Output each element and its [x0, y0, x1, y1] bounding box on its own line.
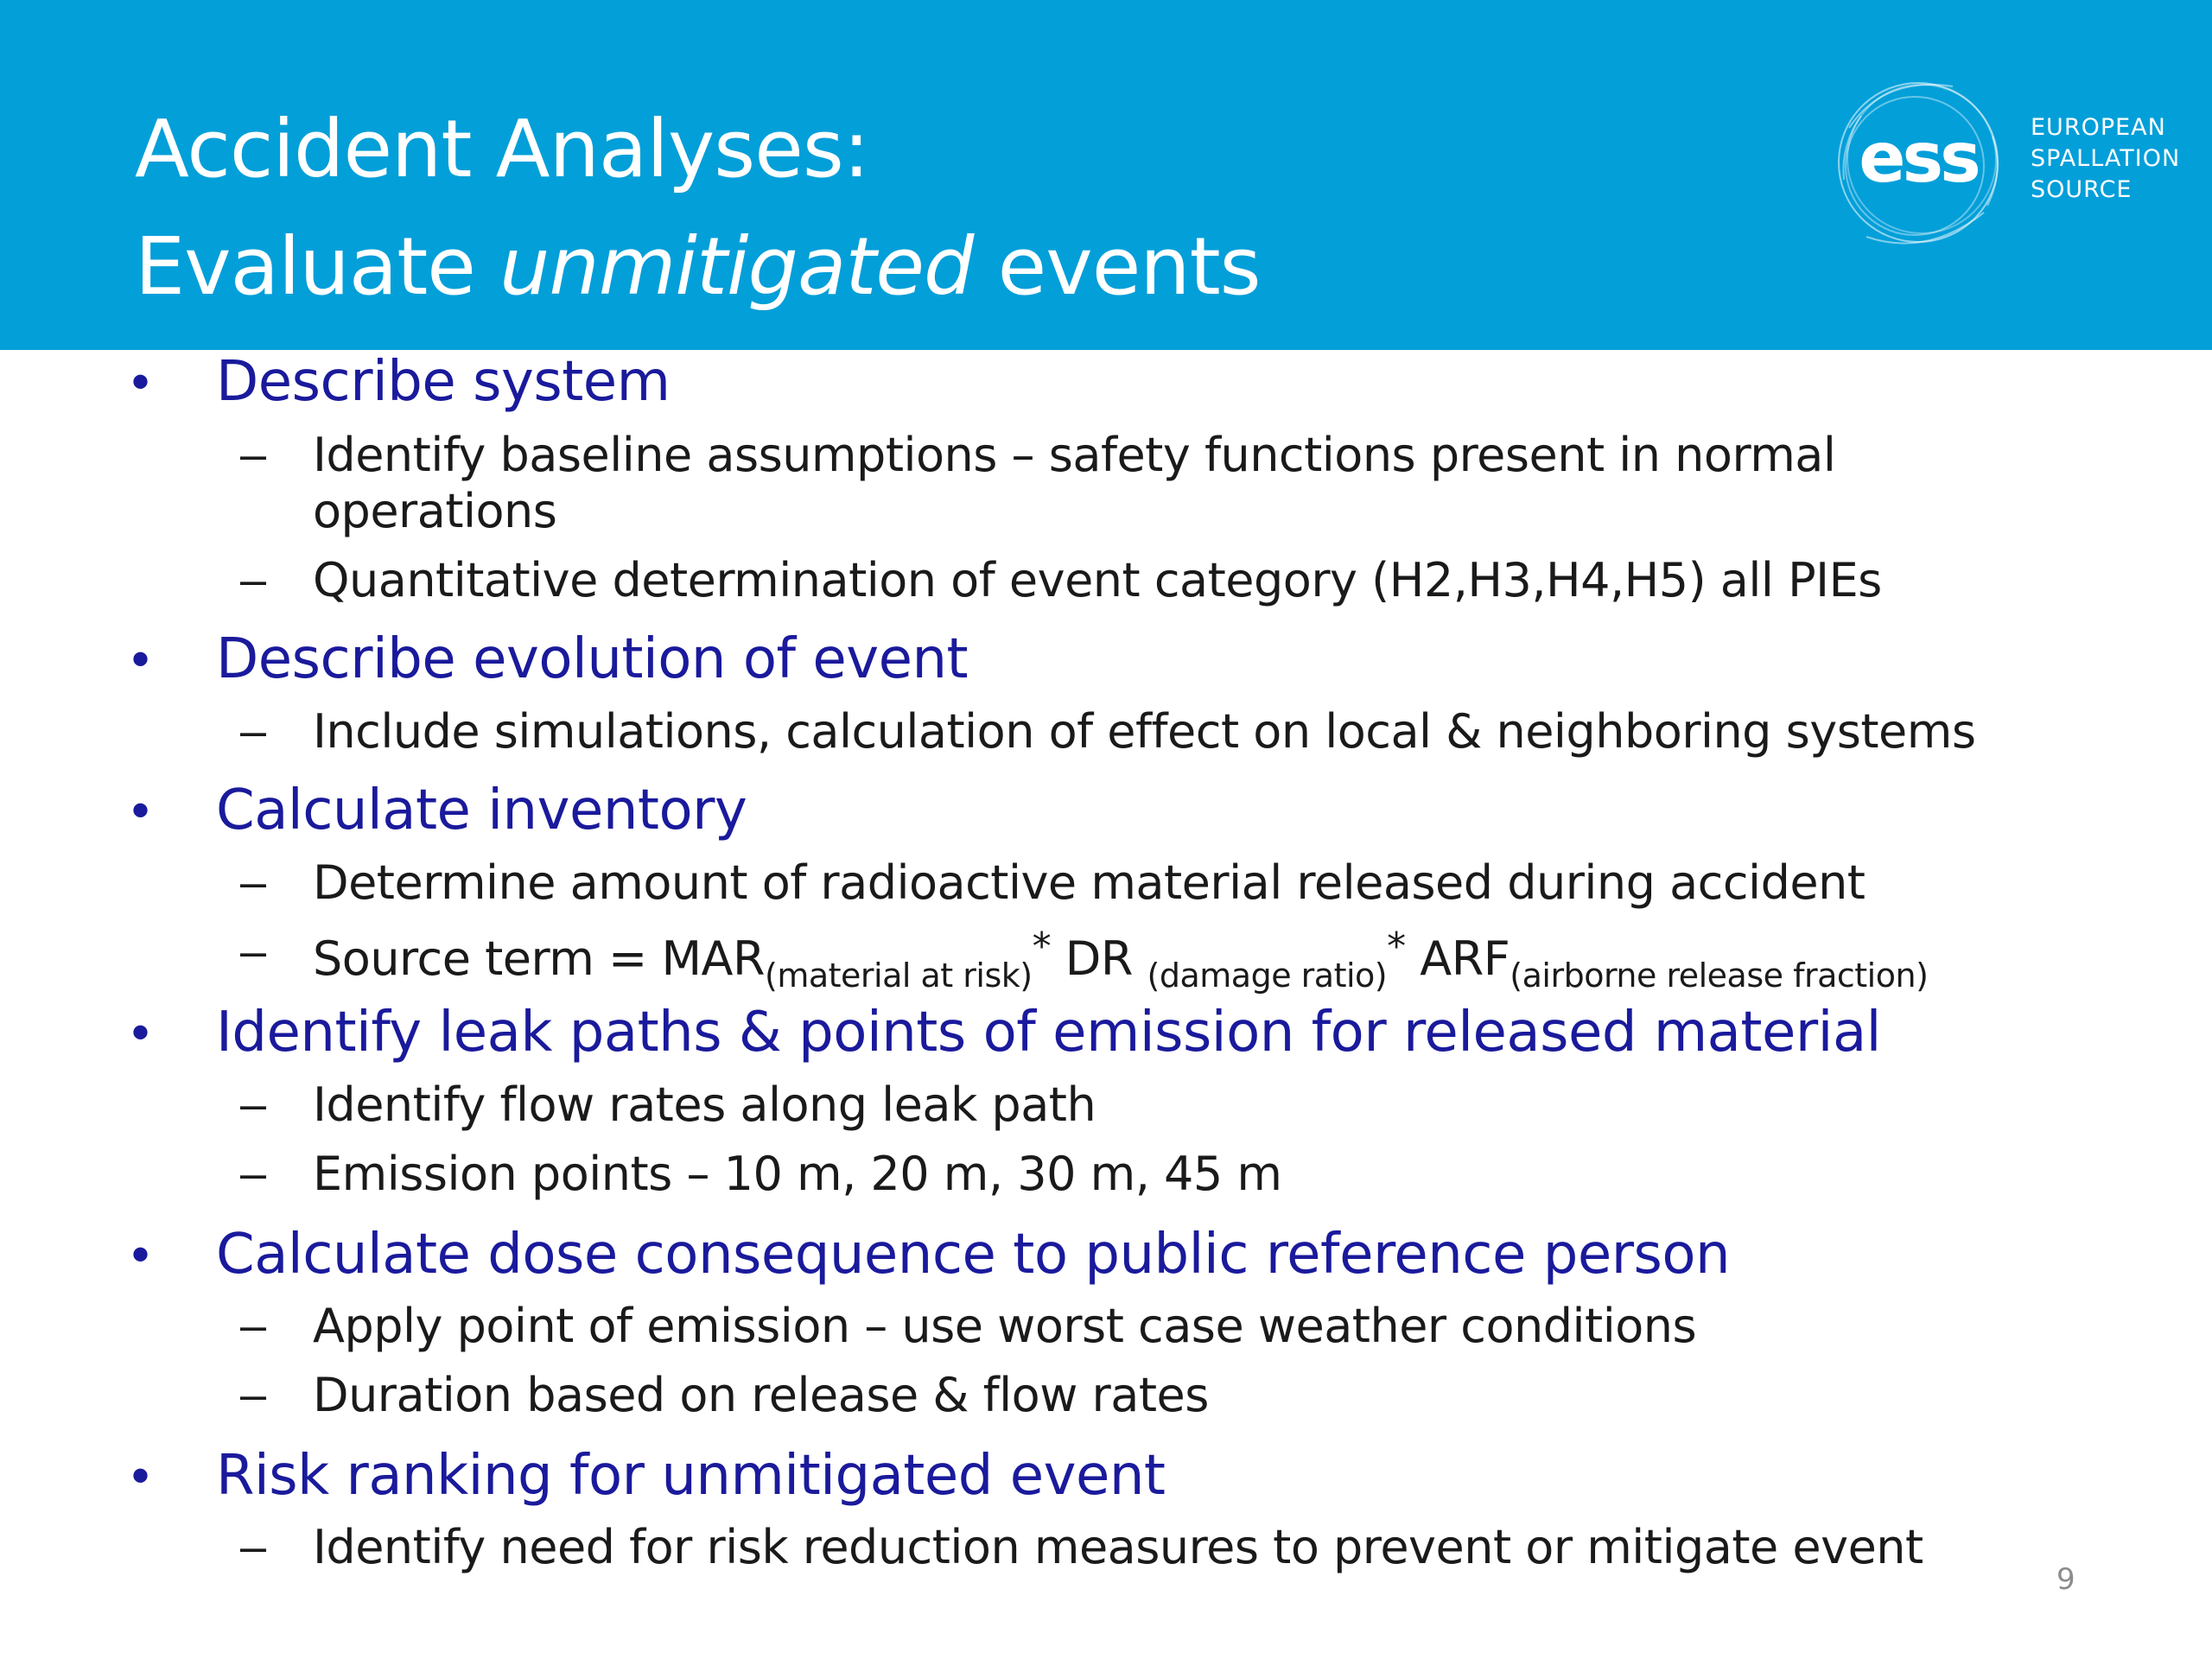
- bullet-marker: •: [131, 630, 150, 688]
- dash-marker: –: [240, 705, 267, 757]
- dr-label: DR: [1051, 931, 1147, 986]
- title-line-2-prefix: Evaluate: [135, 220, 500, 313]
- dash-marker: –: [240, 429, 267, 480]
- dash-marker: –: [240, 1078, 267, 1130]
- ess-logo-mark: [1832, 67, 2031, 266]
- dash-marker: –: [240, 1300, 267, 1351]
- sub-duration: Duration based on release & flow rates: [313, 1368, 1209, 1422]
- sub-baseline-assumptions-cont: operations: [313, 484, 557, 538]
- bullet-calculate-inventory: Calculate inventory: [216, 779, 747, 842]
- logo-line-2: SPALLATION: [2031, 145, 2181, 172]
- sub-determine-amount: Determine amount of radioactive material released during accident: [313, 855, 1866, 910]
- ess-logo: [1832, 67, 2181, 266]
- page-number: 9: [2056, 1562, 2075, 1597]
- bullet-describe-evolution: Describe evolution of event: [216, 627, 969, 691]
- bullet-risk-ranking: Risk ranking for unmitigated event: [216, 1444, 1166, 1508]
- sub-source-term: [313, 925, 1928, 995]
- dash-marker: –: [240, 925, 267, 977]
- bullet-leak-paths: Identify leak paths & points of emission for released material: [216, 1001, 1881, 1065]
- bullet-marker: •: [131, 1446, 150, 1504]
- logo-mark-text: ess: [1859, 118, 1978, 198]
- bullet-marker: •: [131, 781, 150, 839]
- bullet-describe-system: Describe system: [216, 350, 671, 414]
- logo-line-1: EUROPEAN: [2031, 114, 2166, 141]
- dash-marker: –: [240, 856, 267, 908]
- bullet-marker: •: [131, 1225, 150, 1283]
- dash-marker: –: [240, 1369, 267, 1421]
- logo-line-3: SOURCE: [2031, 176, 2133, 203]
- multiply-star: *: [1387, 925, 1406, 969]
- multiply-star: *: [1032, 925, 1052, 969]
- sub-include-simulations: Include simulations, calculation of effect on local & neighboring systems: [313, 704, 1976, 759]
- title-line-1: Accident Analyses:: [135, 103, 869, 195]
- sub-event-category: Quantitative determination of event category (H2,H3,H4,H5) all PIEs: [313, 553, 1882, 607]
- dash-marker: –: [240, 1147, 267, 1199]
- mar-subscript: (material at risk): [765, 957, 1033, 995]
- arf-subscript: (airborne release fraction): [1510, 957, 1929, 995]
- title-line-2: [135, 208, 1261, 326]
- source-term-prefix: Source term = MAR: [313, 931, 766, 986]
- arf-label: ARF: [1405, 931, 1510, 986]
- title-banner: [0, 0, 2212, 350]
- bullet-marker: •: [131, 1003, 150, 1061]
- title-line-2-suffix: events: [973, 220, 1261, 313]
- slide-title: [135, 91, 1261, 326]
- sub-baseline-assumptions: Identify baseline assumptions – safety functions present in normal: [313, 428, 1836, 482]
- title-emphasis: unmitigated: [499, 220, 974, 313]
- dr-subscript: (damage ratio): [1147, 957, 1388, 995]
- dash-marker: –: [240, 1521, 267, 1573]
- logo-wordmark: [2031, 112, 2180, 206]
- dash-marker: –: [240, 554, 267, 606]
- sub-flow-rates: Identify flow rates along leak path: [313, 1077, 1096, 1132]
- sub-point-of-emission: Apply point of emission – use worst case weather conditions: [313, 1299, 1697, 1353]
- sub-risk-reduction: Identify need for risk reduction measures to prevent or mitigate event: [313, 1520, 1923, 1574]
- bullet-marker: •: [131, 353, 150, 410]
- sub-emission-points: Emission points – 10 m, 20 m, 30 m, 45 m: [313, 1147, 1282, 1201]
- bullet-dose-consequence: Calculate dose consequence to public reference person: [216, 1223, 1731, 1287]
